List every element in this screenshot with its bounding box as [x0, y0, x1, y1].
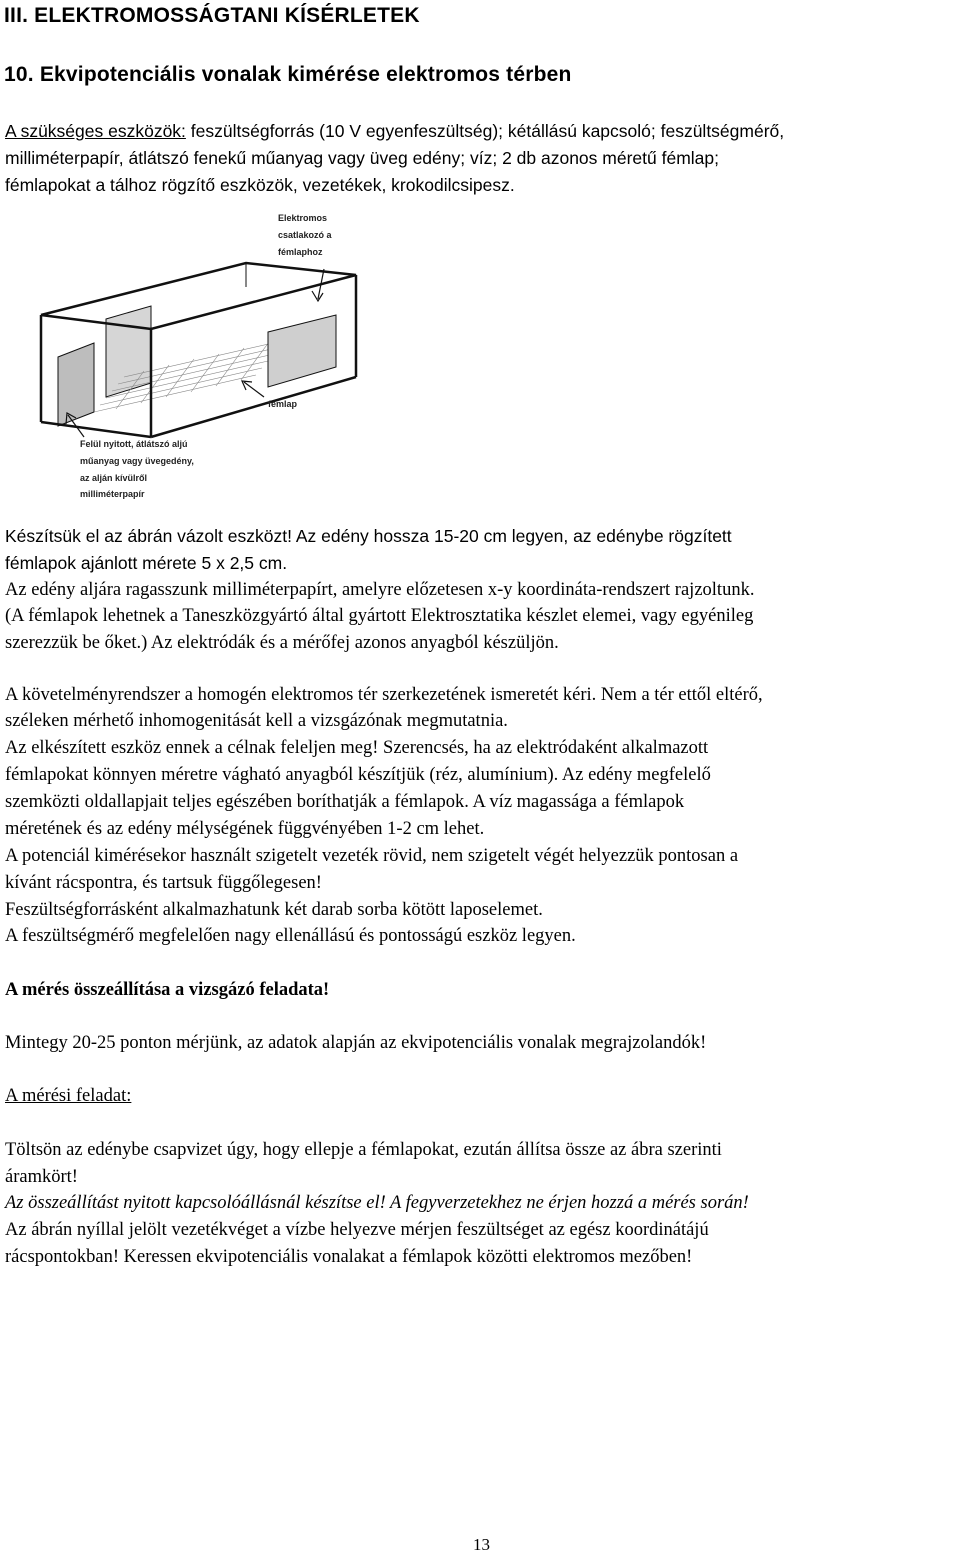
task-heading: A mérési feladat:	[5, 1086, 132, 1106]
task-line-5: rácspontokban! Keressen ekvipotenciális vonalakat a fémlapok közötti elektromos mezőben!	[5, 1247, 693, 1267]
body-line-15: A feszültségmérő megfelelően nagy ellenállású és pontosságú eszköz legyen.	[5, 926, 576, 946]
label-container-3: az alján kívülről	[80, 473, 148, 483]
body-line-2: fémlapok ajánlott mérete 5 x 2,5 cm.	[5, 553, 288, 573]
body-line-1: Készítsük el az ábrán vázolt eszközt! Az edény hossza 15-20 cm legyen, az edénybe rögzített	[5, 526, 732, 546]
task-line-3: Az összeállítást nyitott kapcsolóállásnál készítse el! A fegyverzetekhez ne érjen hozzá a mérés során!	[5, 1193, 749, 1213]
assembly-note: A mérés összeállítása a vizsgázó feladata!	[5, 980, 330, 1000]
page-number: 13	[473, 1535, 490, 1554]
apparatus-figure	[6, 207, 384, 507]
body-line-7: széleken mérhető inhomogenitását kell a vizsgázónak megmutatnia.	[5, 711, 508, 731]
label-plate: fémlap	[268, 399, 298, 409]
chapter-heading: III. ELEKTROMOSSÁGTANI KÍSÉRLETEK	[4, 4, 420, 27]
label-connector-2: csatlakozó a	[278, 230, 332, 240]
body-line-6: A követelményrendszer a homogén elektromos tér szerkezetének ismeretét kéri. Nem a tér ettől eltérő,	[5, 685, 763, 705]
equipment-line-3: fémlapokat a tálhoz rögzítő eszközök, vezetékek, krokodilcsipesz.	[5, 175, 515, 195]
equipment-line-1	[5, 118, 784, 145]
equipment-label: A szükséges eszközök:	[5, 121, 186, 141]
body-line-10: szemközti oldallapjait teljes egészében boríthatják a fémlapok. A víz magassága a fémlapok	[5, 792, 685, 812]
task-line-1: Töltsön az edénybe csapvizet úgy, hogy ellepje a fémlapokat, ezután állítsa össze az ábra szerinti	[5, 1140, 722, 1160]
plate-arrow	[242, 381, 264, 397]
body-line-4: (A fémlapok lehetnek a Taneszközgyártó által gyártott Elektrosztatika készlet elemei, vagy egyénileg	[5, 606, 754, 626]
task-line-4: Az ábrán nyíllal jelölt vezetékvéget a vízbe helyezve mérjen feszültséget az egész koordinátájú	[5, 1220, 709, 1240]
body-line-13: kívánt rácspontra, és tartsuk függőlegesen!	[5, 873, 322, 893]
body-line-9: fémlapokat könnyen méretre vágható anyagból készítjük (réz, alumínium). Az edény megfelelő	[5, 765, 711, 785]
label-connector-3: fémlaphoz	[278, 247, 323, 257]
right-plate	[268, 315, 336, 387]
equipment-line-2: milliméterpapír, átlátszó fenekű műanyag vagy üveg edény; víz; 2 db azonos méretű fémlap;	[5, 148, 719, 168]
body-line-11: méretének és az edény mélységének függvényében 1-2 cm lehet.	[5, 819, 485, 839]
body-line-5: szerezzük be őket.) Az elektródák és a mérőfej azonos anyagból készüljön.	[5, 633, 559, 653]
label-connector-1: Elektromos	[278, 213, 328, 223]
equipment-text-1: feszültségforrás (10 V egyenfeszültség); kétállású kapcsoló; feszültségmérő,	[185, 121, 785, 141]
body-line-12: A potenciál kimérésekor használt szigetelt vezeték rövid, nem szigetelt végét helyezzük pontosan a	[5, 846, 739, 866]
label-container-2: műanyag vagy üvegedény,	[80, 456, 194, 466]
body-line-3: Az edény aljára ragasszunk milliméterpapírt, amelyre előzetesen x-y koordináta-rendszert rajzoltunk.	[5, 580, 755, 600]
page-title: 10. Ekvipotenciális vonalak kimérése elektromos térben	[4, 63, 572, 86]
body-line-8: Az elkészített eszköz ennek a célnak feleljen meg! Szerencsés, ha az elektródaként alkalmazott	[5, 738, 709, 758]
label-container-1: Felül nyitott, átlátszó aljú	[80, 439, 188, 449]
label-container-4: milliméterpapír	[80, 489, 145, 499]
front-plate	[58, 343, 94, 426]
body-line-14: Feszültségforrásként alkalmazhatunk két darab sorba kötött laposelemet.	[5, 900, 543, 920]
task-line-2: áramkört!	[5, 1167, 78, 1187]
measure-points-note: Mintegy 20-25 ponton mérjünk, az adatok alapján az ekvipotenciális vonalak megrajzolandók!	[5, 1033, 707, 1053]
